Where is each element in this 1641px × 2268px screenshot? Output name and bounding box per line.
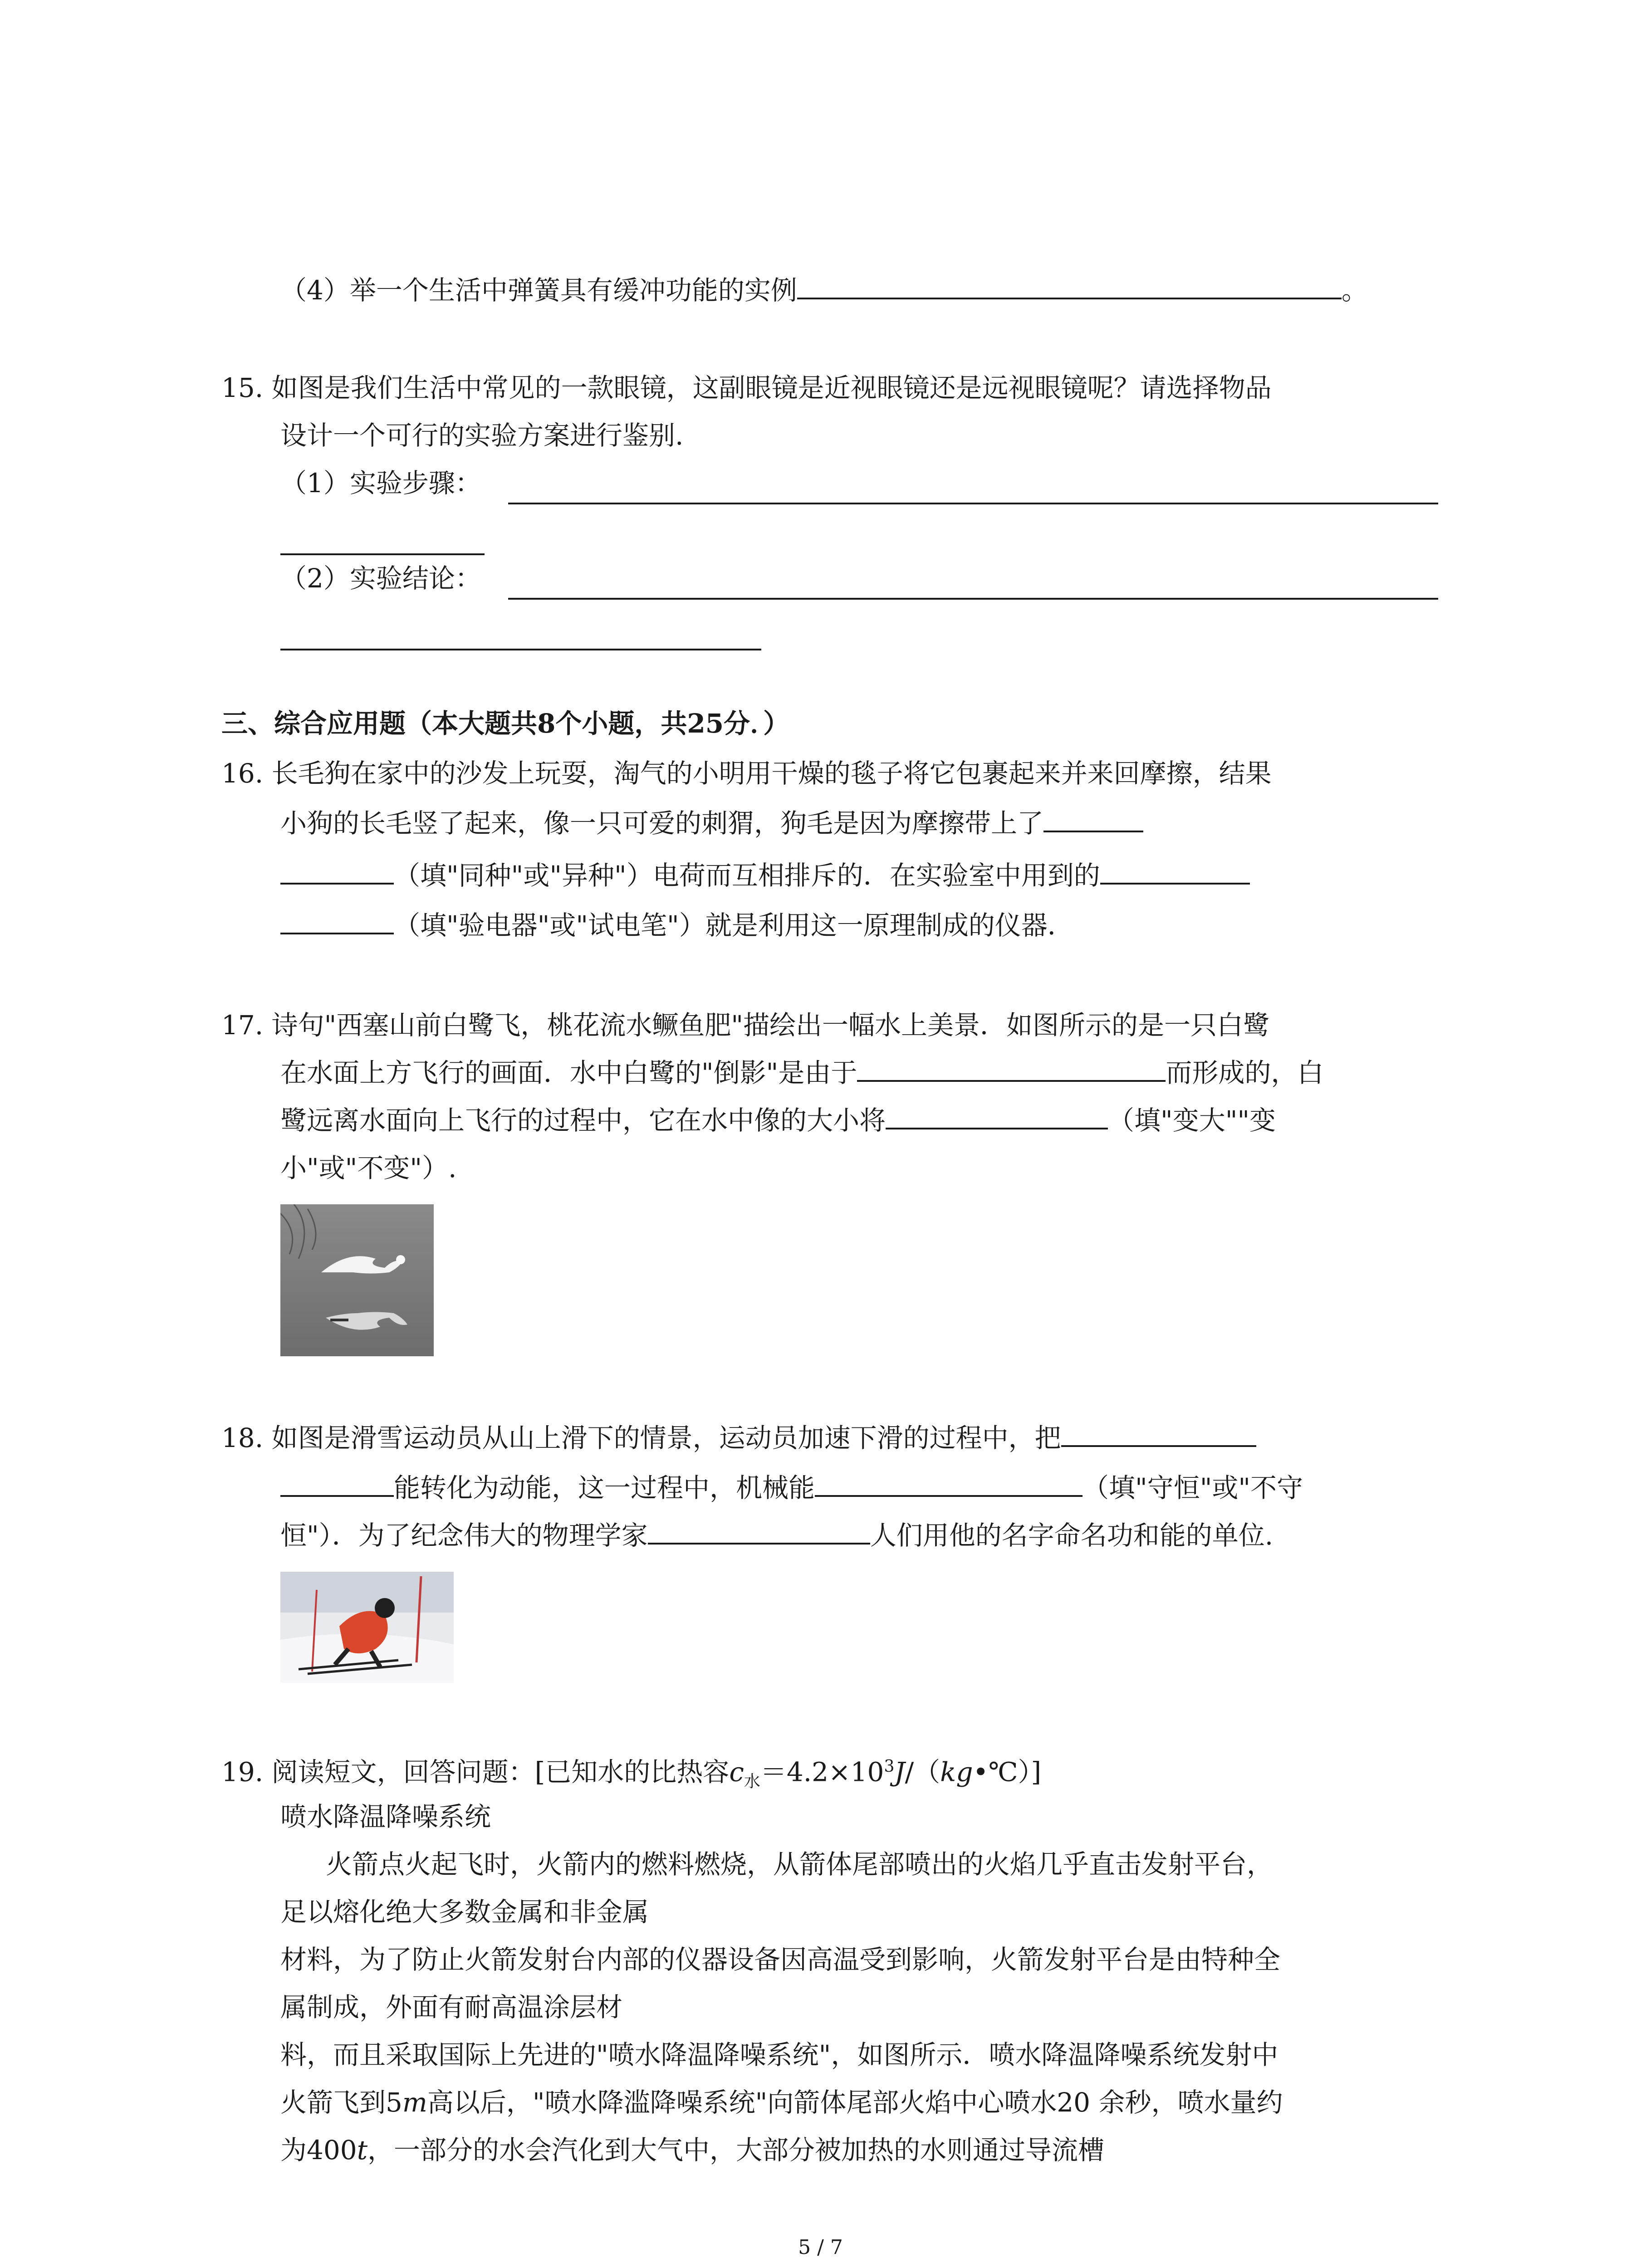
q18-line3-text: 恒"）．为了纪念伟大的物理学家 (280, 1520, 648, 1551)
q18-line1 (221, 1420, 1256, 1456)
q19-unit-end: •℃）] (973, 1756, 1042, 1788)
q15-step-blank[interactable] (508, 503, 1438, 504)
q16-blank1-cont[interactable] (280, 858, 394, 885)
q18-line1-text: 18. 如图是滑雪运动员从山上滑下的情景，运动员加速下滑的过程中，把 (221, 1422, 1061, 1453)
q18-blank1-cont[interactable] (280, 1471, 394, 1497)
q14-part4-suffix: 。 (1341, 275, 1368, 306)
q18-line2-tail: （填"守恒"或"不守 (1083, 1472, 1303, 1503)
q15-step-label: （1）实验步骤： (280, 468, 481, 499)
skier-photo (280, 1572, 454, 1683)
egret-photo (280, 1204, 434, 1356)
q16-blank1[interactable] (1043, 806, 1143, 832)
q18-blank2[interactable] (815, 1471, 1083, 1497)
egret-reflection-image (280, 1204, 434, 1356)
q17-line3 (280, 1102, 1276, 1139)
q18-line3-tail: 人们用他的名字命名功和能的单位. (870, 1520, 1274, 1551)
q15-step-blank-cont[interactable] (280, 553, 485, 555)
q19-c-symbol: c (729, 1756, 744, 1788)
page-number: 5 / 7 (798, 2236, 843, 2259)
q18-line3 (280, 1517, 1273, 1554)
q15-line1: 15. 如图是我们生活中常见的一款眼镜，这副眼镜是近视眼镜还是远视眼镜呢？请选择物品 (221, 372, 1272, 403)
q19-exponent: 3 (884, 1757, 895, 1776)
q16-blank2[interactable] (1100, 858, 1250, 885)
q19-c-subscript: 水 (744, 1772, 760, 1791)
q14-part4-line (280, 272, 1368, 308)
q19-intro-text: 19. 阅读短文，回答问题：[已知水的比热容 (221, 1756, 730, 1788)
q19-p3: 材料，为了防止火箭发射台内部的仪器设备因高温受到影响，火箭发射平台是由特种全 (280, 1944, 1281, 1975)
q14-part4-blank[interactable] (797, 273, 1342, 299)
q19-p7-unit: t (357, 2135, 368, 2165)
q17-line4: 小"或"不变"）. (280, 1153, 457, 1183)
q16-line2-text: 小狗的长毛竖了起来，像一只可爱的刺猬，狗毛是因为摩擦带上了 (280, 808, 1044, 839)
q19-line1 (221, 1749, 1041, 1800)
q18-line2 (280, 1470, 1303, 1506)
q18-blank3[interactable] (648, 1518, 870, 1545)
q17-line2-text: 在水面上方飞行的画面．水中白鹭的"倒影"是由于 (280, 1057, 857, 1088)
q19-p2: 足以熔化绝大多数金属和非金属 (280, 1897, 649, 1927)
q17-blank1[interactable] (857, 1056, 1166, 1082)
q16-line4-text: （填"验电器"或"试电笔"）就是利用这一原理制成的仪器． (394, 910, 1074, 941)
q17-blank2[interactable] (886, 1103, 1108, 1129)
q16-line2 (280, 805, 1143, 841)
q19-p7-tail: ，一部分的水会汽化到大气中，大部分被加热的水则通过导流槽 (367, 2135, 1105, 2165)
q19-p6-text: 火箭飞到5 (280, 2087, 402, 2118)
q19-heading: 喷水降温降噪系统 (280, 1801, 491, 1832)
q15-line2: 设计一个可行的实验方案进行鉴别. (280, 420, 684, 451)
q19-p4: 属制成，外面有耐高温涂层材 (280, 1992, 623, 2023)
q16-line3 (280, 857, 1250, 894)
q19-p7 (280, 2132, 1104, 2168)
q19-p6-unit: m (402, 2087, 427, 2118)
q18-blank1[interactable] (1061, 1421, 1256, 1447)
q15-conclusion-blank[interactable] (508, 598, 1438, 600)
q16-line4 (280, 907, 1074, 943)
q19-p6 (280, 2084, 1283, 2121)
q15-conclusion-blank-cont[interactable] (280, 649, 761, 650)
q15-conclusion-label: （2）实验结论： (280, 563, 481, 594)
q19-p1: 火箭点火起飞时，火箭内的燃料燃烧，从箭体尾部喷出的火焰几乎直击发射平台， (326, 1849, 1274, 1880)
q16-blank2-cont[interactable] (280, 908, 394, 934)
q19-unit-kg: kg (940, 1756, 973, 1788)
q18-line2-text: 能转化为动能，这一过程中，机械能 (394, 1472, 815, 1503)
q17-line3-text: 鹭远离水面向上飞行的过程中，它在水中像的大小将 (280, 1105, 886, 1136)
q14-part4-text: （4）举一个生活中弹簧具有缓冲功能的实例 (280, 275, 797, 306)
q19-unit-sep: /（ (905, 1756, 941, 1788)
q19-value: ＝4.2×10 (760, 1756, 884, 1788)
q17-line2 (280, 1055, 1323, 1091)
q19-p6-tail: 高以后，"喷水降滥降噪系统"向箭体尾部火焰中心喷水20 余秒，喷水量约 (427, 2087, 1283, 2118)
q17-line3-tail: （填"变大""变 (1108, 1105, 1276, 1136)
q19-p5: 料，而且采取国际上先进的"喷水降温降噪系统"，如图所示．喷水降温降噪系统发射中 (280, 2039, 1279, 2070)
q17-line1: 17. 诗句"西塞山前白鹭飞，桃花流水鳜鱼肥"描绘出一幅水上美景．如图所示的是一只白鹭 (221, 1010, 1270, 1041)
q19-p7-text: 为400 (280, 2135, 357, 2165)
q17-line2-tail: 而形成的，白 (1166, 1057, 1324, 1088)
q16-line1: 16. 长毛狗在家中的沙发上玩耍，淘气的小明用干燥的毯子将它包裹起来并来回摩擦，结果 (221, 758, 1272, 789)
q19-unit-j: J (894, 1756, 905, 1788)
skier-image (280, 1572, 454, 1683)
q16-line3-text: （填"同种"或"异种"）电荷而互相排斥的．在实验室中用到的 (394, 860, 1100, 891)
section3-title: 三、综合应用题（本大题共8个小题，共25分．） (221, 708, 790, 739)
